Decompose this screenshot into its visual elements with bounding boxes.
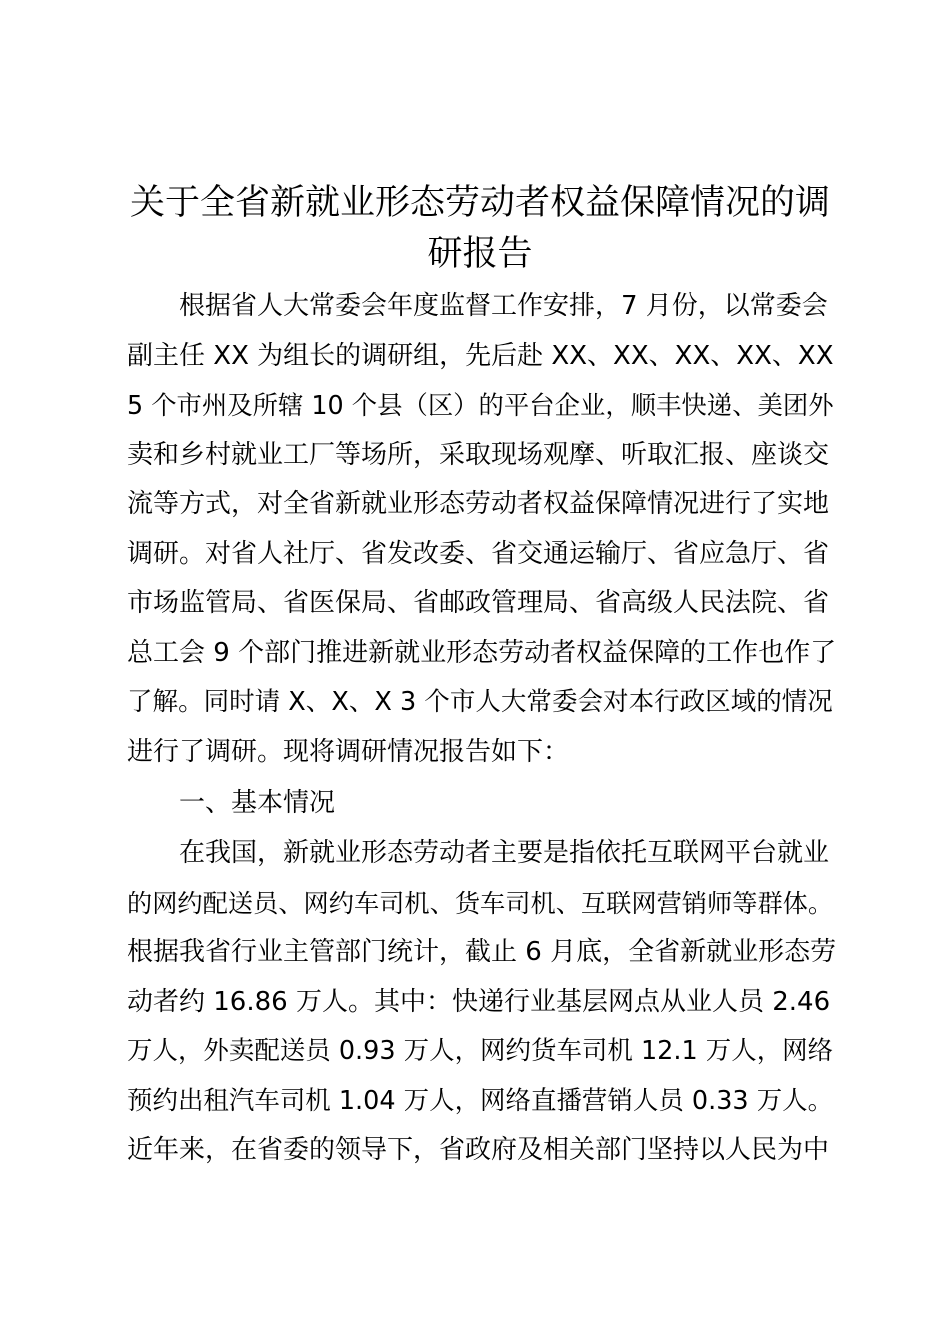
paragraph-line: 市场监管局、省医保局、省邮政管理局、省高级人民法院、省: [127, 588, 830, 618]
paragraph-line: 5 个市州及所辖 10 个县（区）的平台企业，顺丰快递、美团外: [127, 390, 834, 420]
paragraph-line: 的网约配送员、网约车司机、货车司机、互联网营销师等群体。: [127, 888, 834, 918]
section-heading-basic-situation: 一、基本情况: [179, 788, 336, 818]
title-line-2: 研报告: [427, 234, 533, 274]
paragraph-line: 调研。对省人社厅、省发改委、省交通运输厅、省应急厅、省: [127, 538, 830, 569]
paragraph-line: 了解。同时请 X、X、X 3 个市人大常委会对本行政区域的情况: [127, 687, 833, 717]
paragraph-line: 预约出租汽车司机 1.04 万人，网络直播营销人员 0.33 万人。: [127, 1085, 834, 1116]
paragraph-line: 万人，外卖配送员 0.93 万人，网约货车司机 12.1 万人，网络: [127, 1036, 834, 1066]
paragraph-line: 根据省人大常委会年度监督工作安排，7 月份，以常委会: [179, 291, 828, 321]
title-line-1: 关于全省新就业形态劳动者权益保障情况的调: [129, 183, 830, 223]
paragraph-line: 根据我省行业主管部门统计，截止 6 月底，全省新就业形态劳: [127, 937, 837, 967]
basic-situation-paragraph: [127, 829, 837, 1176]
document-title: [110, 178, 850, 280]
paragraph-line: 进行了调研。现将调研情况报告如下：: [127, 736, 570, 767]
intro-paragraph: [127, 282, 837, 777]
paragraph-line: 总工会 9 个部门推进新就业形态劳动者权益保障的工作也作了: [127, 637, 837, 668]
paragraph-line: 副主任 XX 为组长的调研组，先后赴 XX、XX、XX、XX、XX: [127, 340, 834, 371]
paragraph-line: 在我国，新就业形态劳动者主要是指依托互联网平台就业: [179, 838, 830, 868]
paragraph-line: 卖和乡村就业工厂等场所，采取现场观摩、听取汇报、座谈交: [127, 439, 830, 470]
paragraph-line: 流等方式，对全省新就业形态劳动者权益保障情况进行了实地: [127, 489, 830, 519]
paragraph-line: 近年来，在省委的领导下，省政府及相关部门坚持以人民为中: [127, 1135, 830, 1165]
paragraph-line: 动者约 16.86 万人。其中：快递行业基层网点从业人员 2.46: [127, 986, 831, 1017]
